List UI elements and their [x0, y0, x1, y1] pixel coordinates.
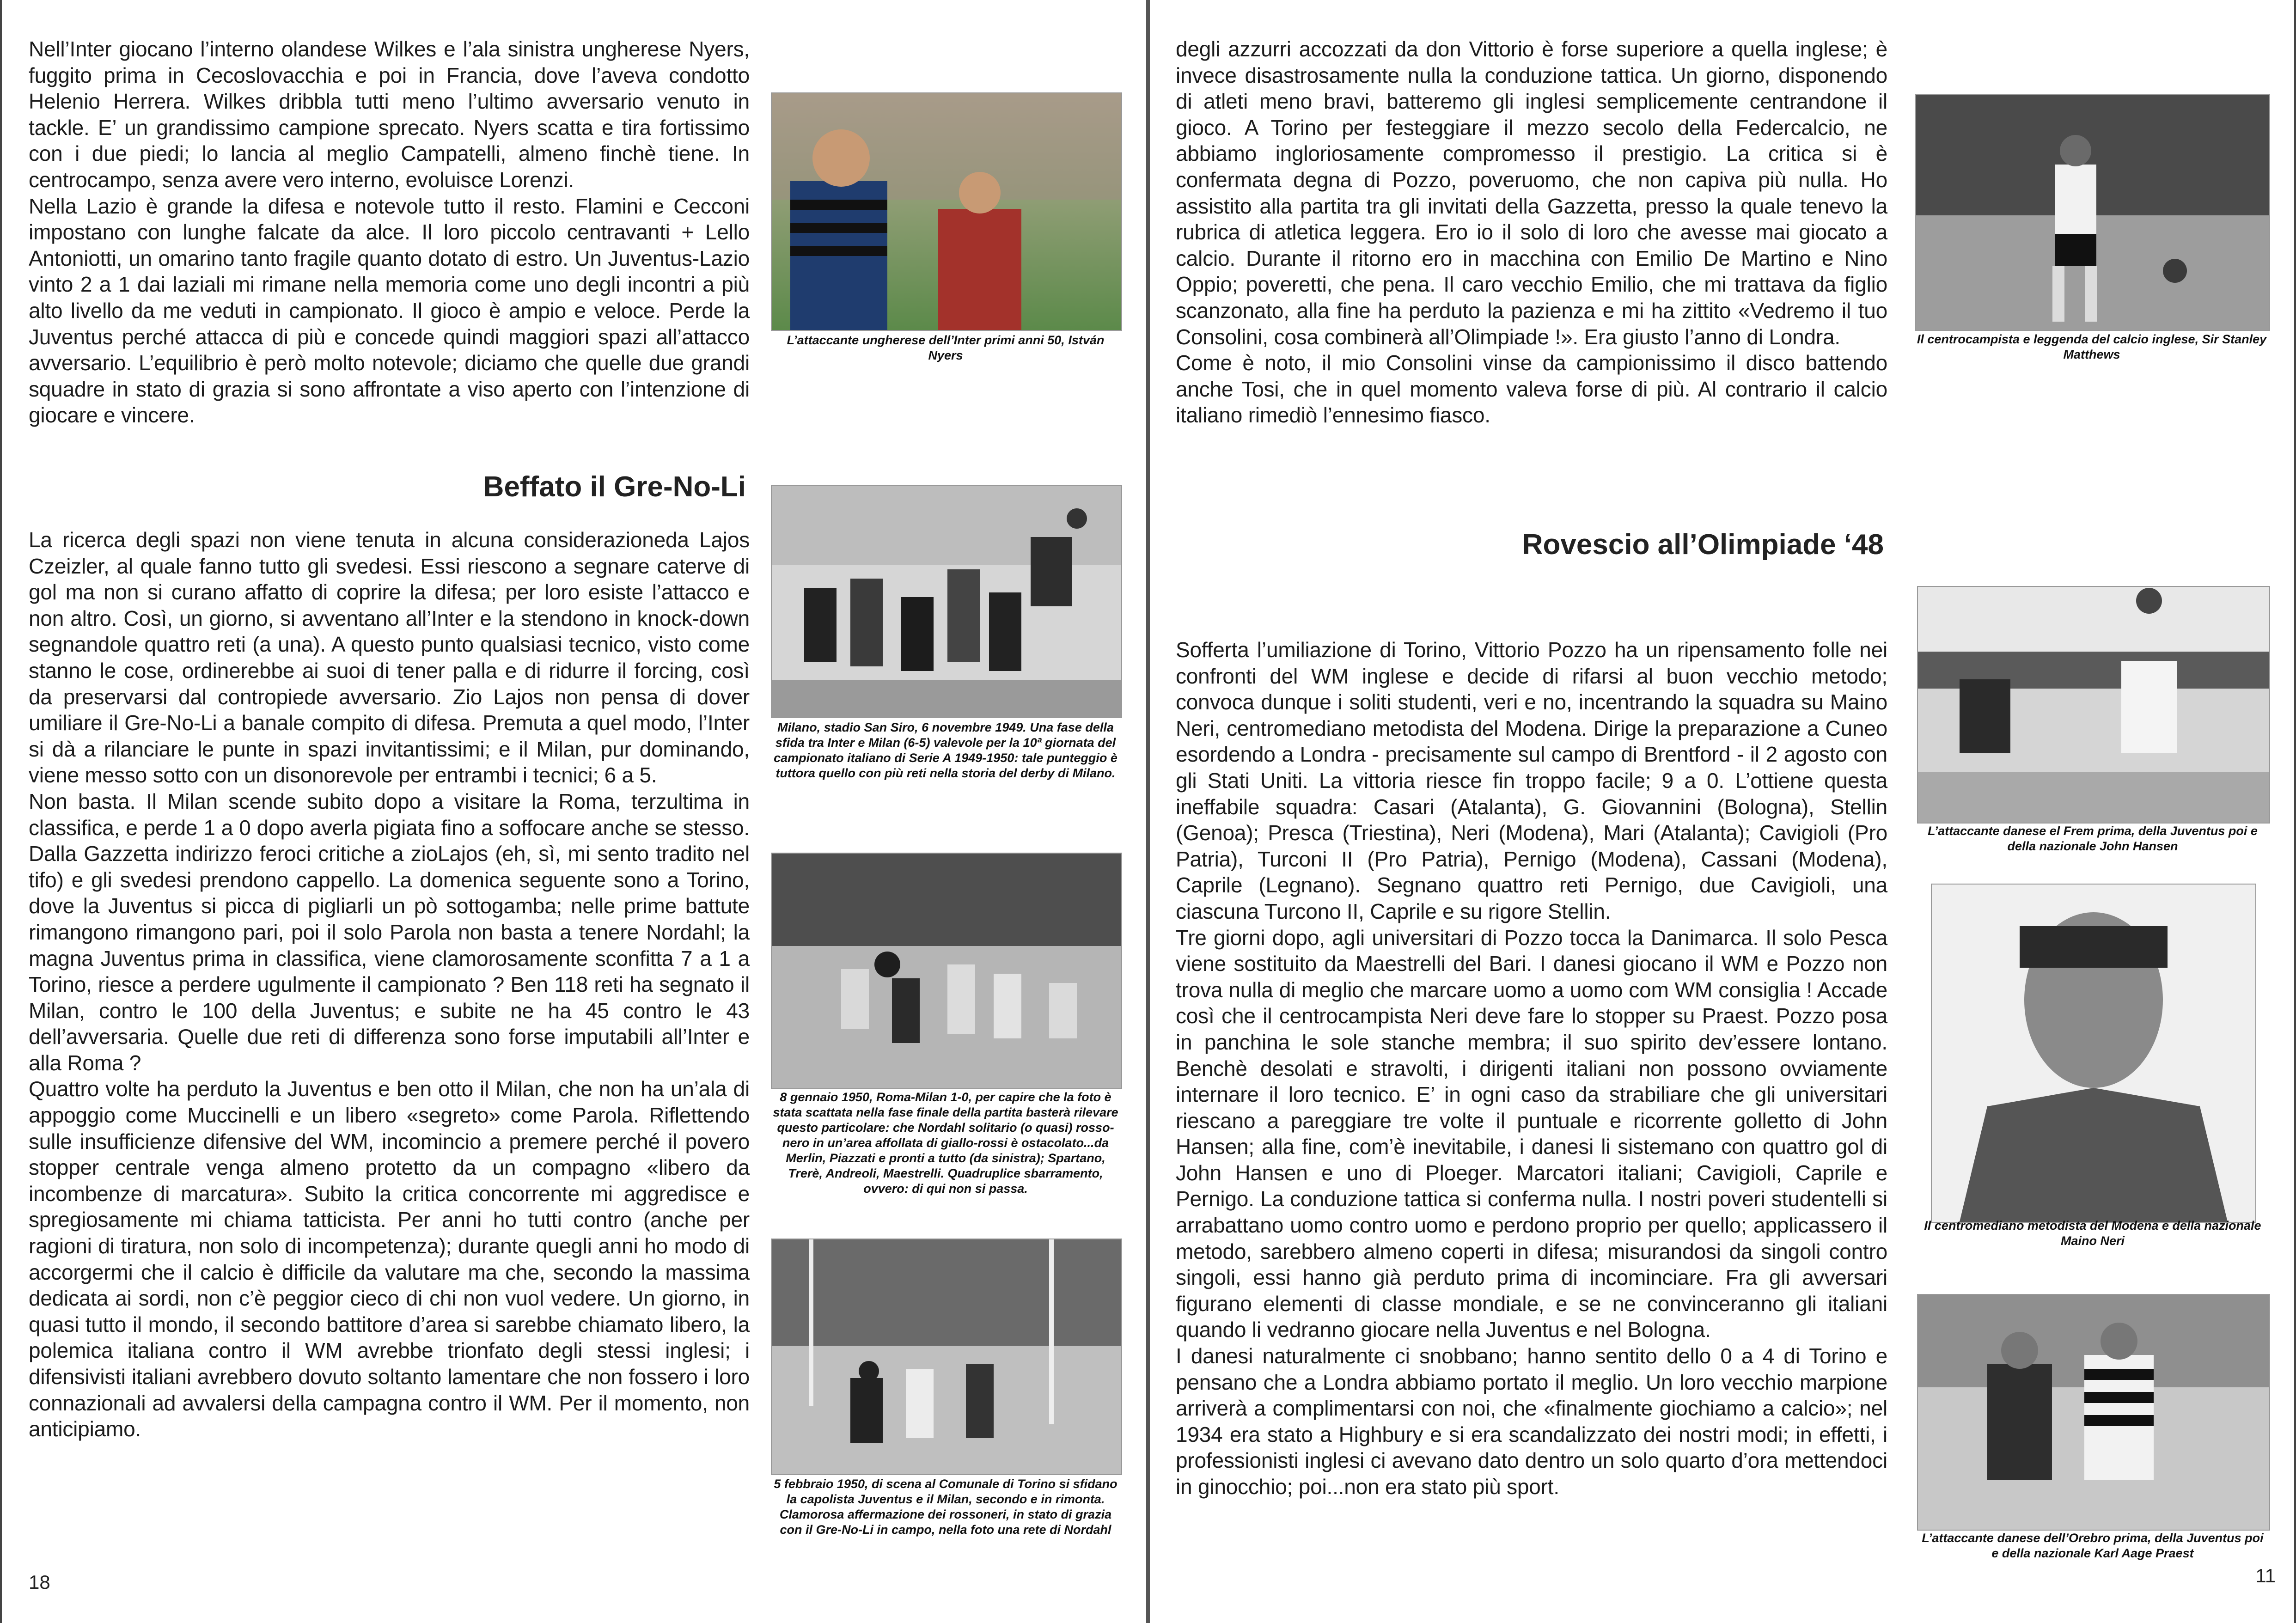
body-text-main: Sofferta l’umiliazione di Torino, Vittorio Pozzo ha un ripensamento folle nei confronti del WM inglese e decide di rifarsi al buon vecchio metodo; convoca dunque i soliti studenti, veri e no, incentrando la squadra su Maino Neri, centromediano metodista del Modena. Dirige la preparazione a Cuneo esordendo a Londra - precisamente sul campo di Brentford - il 2 agosto con gli Stati Uniti. La vittoria riesce fin troppo facile; 9 a 0. L’ottiene questa ineffabile squadra: Casari (Atalanta), G. Giovannini (Bologna), Stellin (Genoa); Presca (Triestina), Neri (Modena), Mari (Atalanta); Cavigioli (Pro Patria), Turconi II (Pro Patria), Pernigo (Modena), Cassani (Modena), Caprile (Legnano). Segnano quattro reti Pernigo, due Cavigioli, una ciascuna Turcono II, Caprile e su rigore Stellin. Tre giorni dopo, agli universitari di Pozzo tocca la Danimarca. Il solo Pesca viene sostituito da Maestrelli del Bari. I danesi giocano il WM e Pozzo non trova nulla di meglio che marcare uomo a uomo com WM consiglia ! Accade così che il centrocampista Neri deve fare lo stopper su Praest. Pozzo posa in panchina le sole stanche membra; il suo spirito dev’essere lontano. Benchè desolati e stravolti, i dirigenti italiani non possono ovviamente internare il loro tecnico. E’ in ogni caso da strabiliare che gli universitari riescano a pareggiare tre volte il puntuale e ricorrente golletto di John Hansen; alla fine, com’è inevitabile, i danesi li sistemano con quattro gol di John Hansen e uno di Ploeger. Marcatori italiani; Cavigioli, Caprile e Pernigo. La conduzione tattica si conferma nulla. I nostri poveri studentelli si arrabattano uomo contro uomo e perdono proprio per quello; applicassero il metodo, sarebbero almeno coperti in difesa; misurandosi da singoli contro singoli, essi hanno già perduto prima di incominciare. Fra gli avversari figurano elementi di classe mondiale, e se ne convinceranno gli italiani quando li vedranno giocare nella Juventus e nel Bologna. I danesi naturalmente ci snobbano; hanno sentito dello 0 a 4 di Torino e pensano che a Londra abbiamo portato il meglio. Un loro vecchio marpione arriverà a complimentarsi con noi, che «finalmente giochiamo a calcio»; nel 1934 era stato a Highbury e si era scandalizzato dei nostri modi; in effetti, i professionisti inglesi ci avevano dato dentro un solo quarto d’ora mettendoci in ginocchio; poi...non era stato più sport. — [1176, 638, 1887, 1499]
section-heading: Rovescio all’Olimpiade ‘48 — [1522, 529, 1884, 561]
photo-karl-aage-praest — [1917, 1294, 2270, 1531]
caption-nyers: L’attaccante ungherese dell’Inter primi anni 50, István Nyers — [787, 333, 1105, 362]
photo-roma-milan — [771, 853, 1122, 1089]
body-text-top: Nell’Inter giocano l’interno olandese Wilkes e l’ala sinistra ungherese Nyers, fuggito prima in Cecoslovacchia e poi in Francia, dove l’aveva condotto Helenio Herrera. Wilkes dribbla tutti meno l’ultimo avversario venuto in tackle. E’ un grandissimo campione sprecato. Nyers scatta e tira fortissimo con i due piedi; lo lancia al meglio Campatelli, almeno finchè tiene. In centrocampo, senza avere vero interno, evoluisce Lorenzi. Nella Lazio è grande la difesa e notevole tutto il resto. Flamini e Cecconi impostano con lunghe falcate da alce. Il loro piccolo centravanti + Lello Antoniotti, un omarino tanto fragile quanto dotato di estro. Un Juventus-Lazio vinto 2 a 1 dai laziali mi rimane nella memoria come uno degli incontri a più alto livello da me veduti in campionato. Il gioco è ampio e veloce. Perde la Juventus perché attacca di più e concede quindi maggiori spazi all’attacco avversario. L’equilibrio è però molto notevole; diciamo che quelle due grandi squadre in stato di grazia si sono affrontate a viso aperto con l’intenzione di giocare e vincere. — [29, 37, 750, 427]
page-number: 11 — [2255, 1565, 2276, 1586]
caption-juventus-milan: 5 febbraio 1950, di scena al Comunale di Torino si sfidano la capolista Juventus e il Milan, secondo e in rimonta. Clamorosa affermazione dei rossoneri, in stato di grazia con il Gre-No-Li in campo, nella foto una rete di Nordahl — [774, 1477, 1117, 1537]
right-page — [1148, 0, 2296, 1623]
photo-nyers — [771, 92, 1122, 331]
caption-maino-neri: Il centromediano metodista del Modena e della nazionale Maino Neri — [1924, 1219, 2261, 1248]
caption-san-siro-derby: Milano, stadio San Siro, 6 novembre 1949. Una fase della sfida tra Inter e Milan (6-5) valevole per la 10ª giornata del campionato italiano di Serie A 1949-1950: tale punteggio è tuttora quello con più reti nella storia del derby di Milano. — [774, 720, 1117, 780]
body-text-top: degli azzurri accozzati da don Vittorio è forse superiore a quella inglese; è invece disastrosamente nulla la conduzione tattica. Un giorno, disponendo di atleti meno bravi, batteremo gli inglesi semplicemente centrandone il gioco. A Torino per festeggiare il mezzo secolo della Federcalcio, ne abbiamo ingloriosamente compromesso il prestigio. La critica si è confermata degna di Pozzo, poveruomo, che non capiva più nulla. Ho assistito alla partita tra gli invitati della Gazzetta, presso la quale tenevo la rubrica di atletica leggera. Ero io il solo di loro che avesse mai giocato a calcio. Durante il ritorno ero in macchina con Emilio De Martino e Nino Oppio; poveretti, che pena. Il caro vecchio Emilio, che mi trattava da figlio scanzonato, alla fine ha perduto la pazienza e mi ha zittito «Vedremo il tuo Consolini, cosa combinerà all’Olimpiade !». Era giusto l’anno di Londra. Come è noto, il mio Consolini vinse da campionissimo il disco battendo anche Tosi, che in quel momento valeva forse di più. Al contrario il calcio italiano rimediò l’ennesimo fiasco. — [1176, 37, 1887, 427]
caption-karl-aage-praest: L’attaccante danese dell’Orebro prima, della Juventus poi e della nazionale Karl Aage Praest — [1922, 1531, 2264, 1560]
page-number: 18 — [29, 1571, 50, 1593]
caption-john-hansen: L’attaccante danese el Frem prima, della Juventus poi e della nazionale John Hansen — [1928, 824, 2258, 853]
section-heading: Beffato il Gre-No-Li — [483, 471, 746, 503]
caption-roma-milan: 8 gennaio 1950, Roma-Milan 1-0, per capire che la foto è stata scattata nella fase finale della partita basterà rilevare questo particolare: che Nordahl solitario (o quasi) rosso-nero in un’area affollata di giallo-rossi è ostacolato...da Merlin, Piazzati e pronti a tutto (da sinistra); Spartano, Trerè, Andreoli, Maestrelli. Quadruplice sbarramento, ovvero: di qui non si passa. — [773, 1090, 1118, 1196]
photo-maino-neri — [1931, 884, 2256, 1223]
caption-stanley-matthews: Il centrocampista e leggenda del calcio inglese, Sir Stanley Matthews — [1917, 332, 2267, 361]
photo-juventus-milan — [771, 1239, 1122, 1475]
photo-stanley-matthews — [1915, 94, 2270, 331]
photo-john-hansen — [1917, 586, 2270, 824]
body-text-main: La ricerca degli spazi non viene tenuta in alcuna considerazioneda Lajos Czeizler, al quale fanno tutto gli svedesi. Essi riescono a segnare caterve di gol ma non si curano affatto di coprire la difesa; per loro esiste l’attacco e non altro. Così, un giorno, si avventano all’Inter e la stendono in knock-down segnandole quattro reti (a una). A questo punto qualsiasi tecnico, visto come stanno le cose, ordinerebbe ai suoi di tener palla e di ridurre il forcing, così da preservarsi dal contropiede avversario. Zio Lajos non pensa di dover umiliare il Gre-No-Li a banale compito di difesa. Premuta a quel modo, l’Inter si dà a rilanciare le punte in spazi invitantissimi; e il Milan, pur dominando, viene messo sotto con un disonorevole per entrambi i tecnici; 6 a 5. Non basta. Il Milan scende subito dopo a visitare la Roma, terzultima in classifica, e perde 1 a 0 dopo averla pigiata fino a soffocare anche se stesso. Dalla Gazzetta indirizzo feroci critiche a zioLajos (eh, sì, mi sento tradito nel tifo) e gli svedesi prendono cappello. La domenica seguente sono a Torino, dove la Juventus si picca di pigliarli un pò sottogamba; nelle prime battute rimangono rimangono pari, poi il solo Parola non basta a tenere Nordahl; la magna Juventus prima in classifica, viene clamorosamente sconfitta 7 a 1 a Torino, riesce a perdere ugulmente il campionato ? Ben 118 reti ha segnato il Milan, contro le 100 della Juventus; e subite ne ha 45 contro le 43 dell’avversaria. Quelle due reti di differenza sono forse imputabili all’Inter e alla Roma ? Quattro volte ha perduto la Juventus e ben otto il Milan, che non ha un’ala di appoggio come Muccinelli e un libero «segreto» come Parola. Riflettendo sulle insufficienze difensive del WM, incomincio a premere perché il povero stopper centrale venga almeno protetto da un compagno «libero da incombenze di marcatura». Subito la critica concorrente mi aggredisce e spregiosamente mi chiama tatticista. Per anni ho tutti contro (anche per ragioni di tiratura, non solo di incompetenza); durante quegli anni ho modo di accorgermi che il calcio è difficile da valutare ma che, secondo la massima dedicata ai sordi, non c’è peggior cieco di chi non vuol vedere. Un giorno, in quasi tutto il mondo, il secondo battitore d’area si sarebbe chiamato libero, la polemica italiana contro il WM avrebbe trionfato degli stessi inglesi; i difensivisti italiani avrebbero dovuto soltanto lamentare che non fossero i loro connazionali ad avvalersi della campagna contro il WM. Per il momento, non anticipiamo. — [29, 528, 750, 1441]
photo-san-siro-derby — [771, 485, 1122, 718]
